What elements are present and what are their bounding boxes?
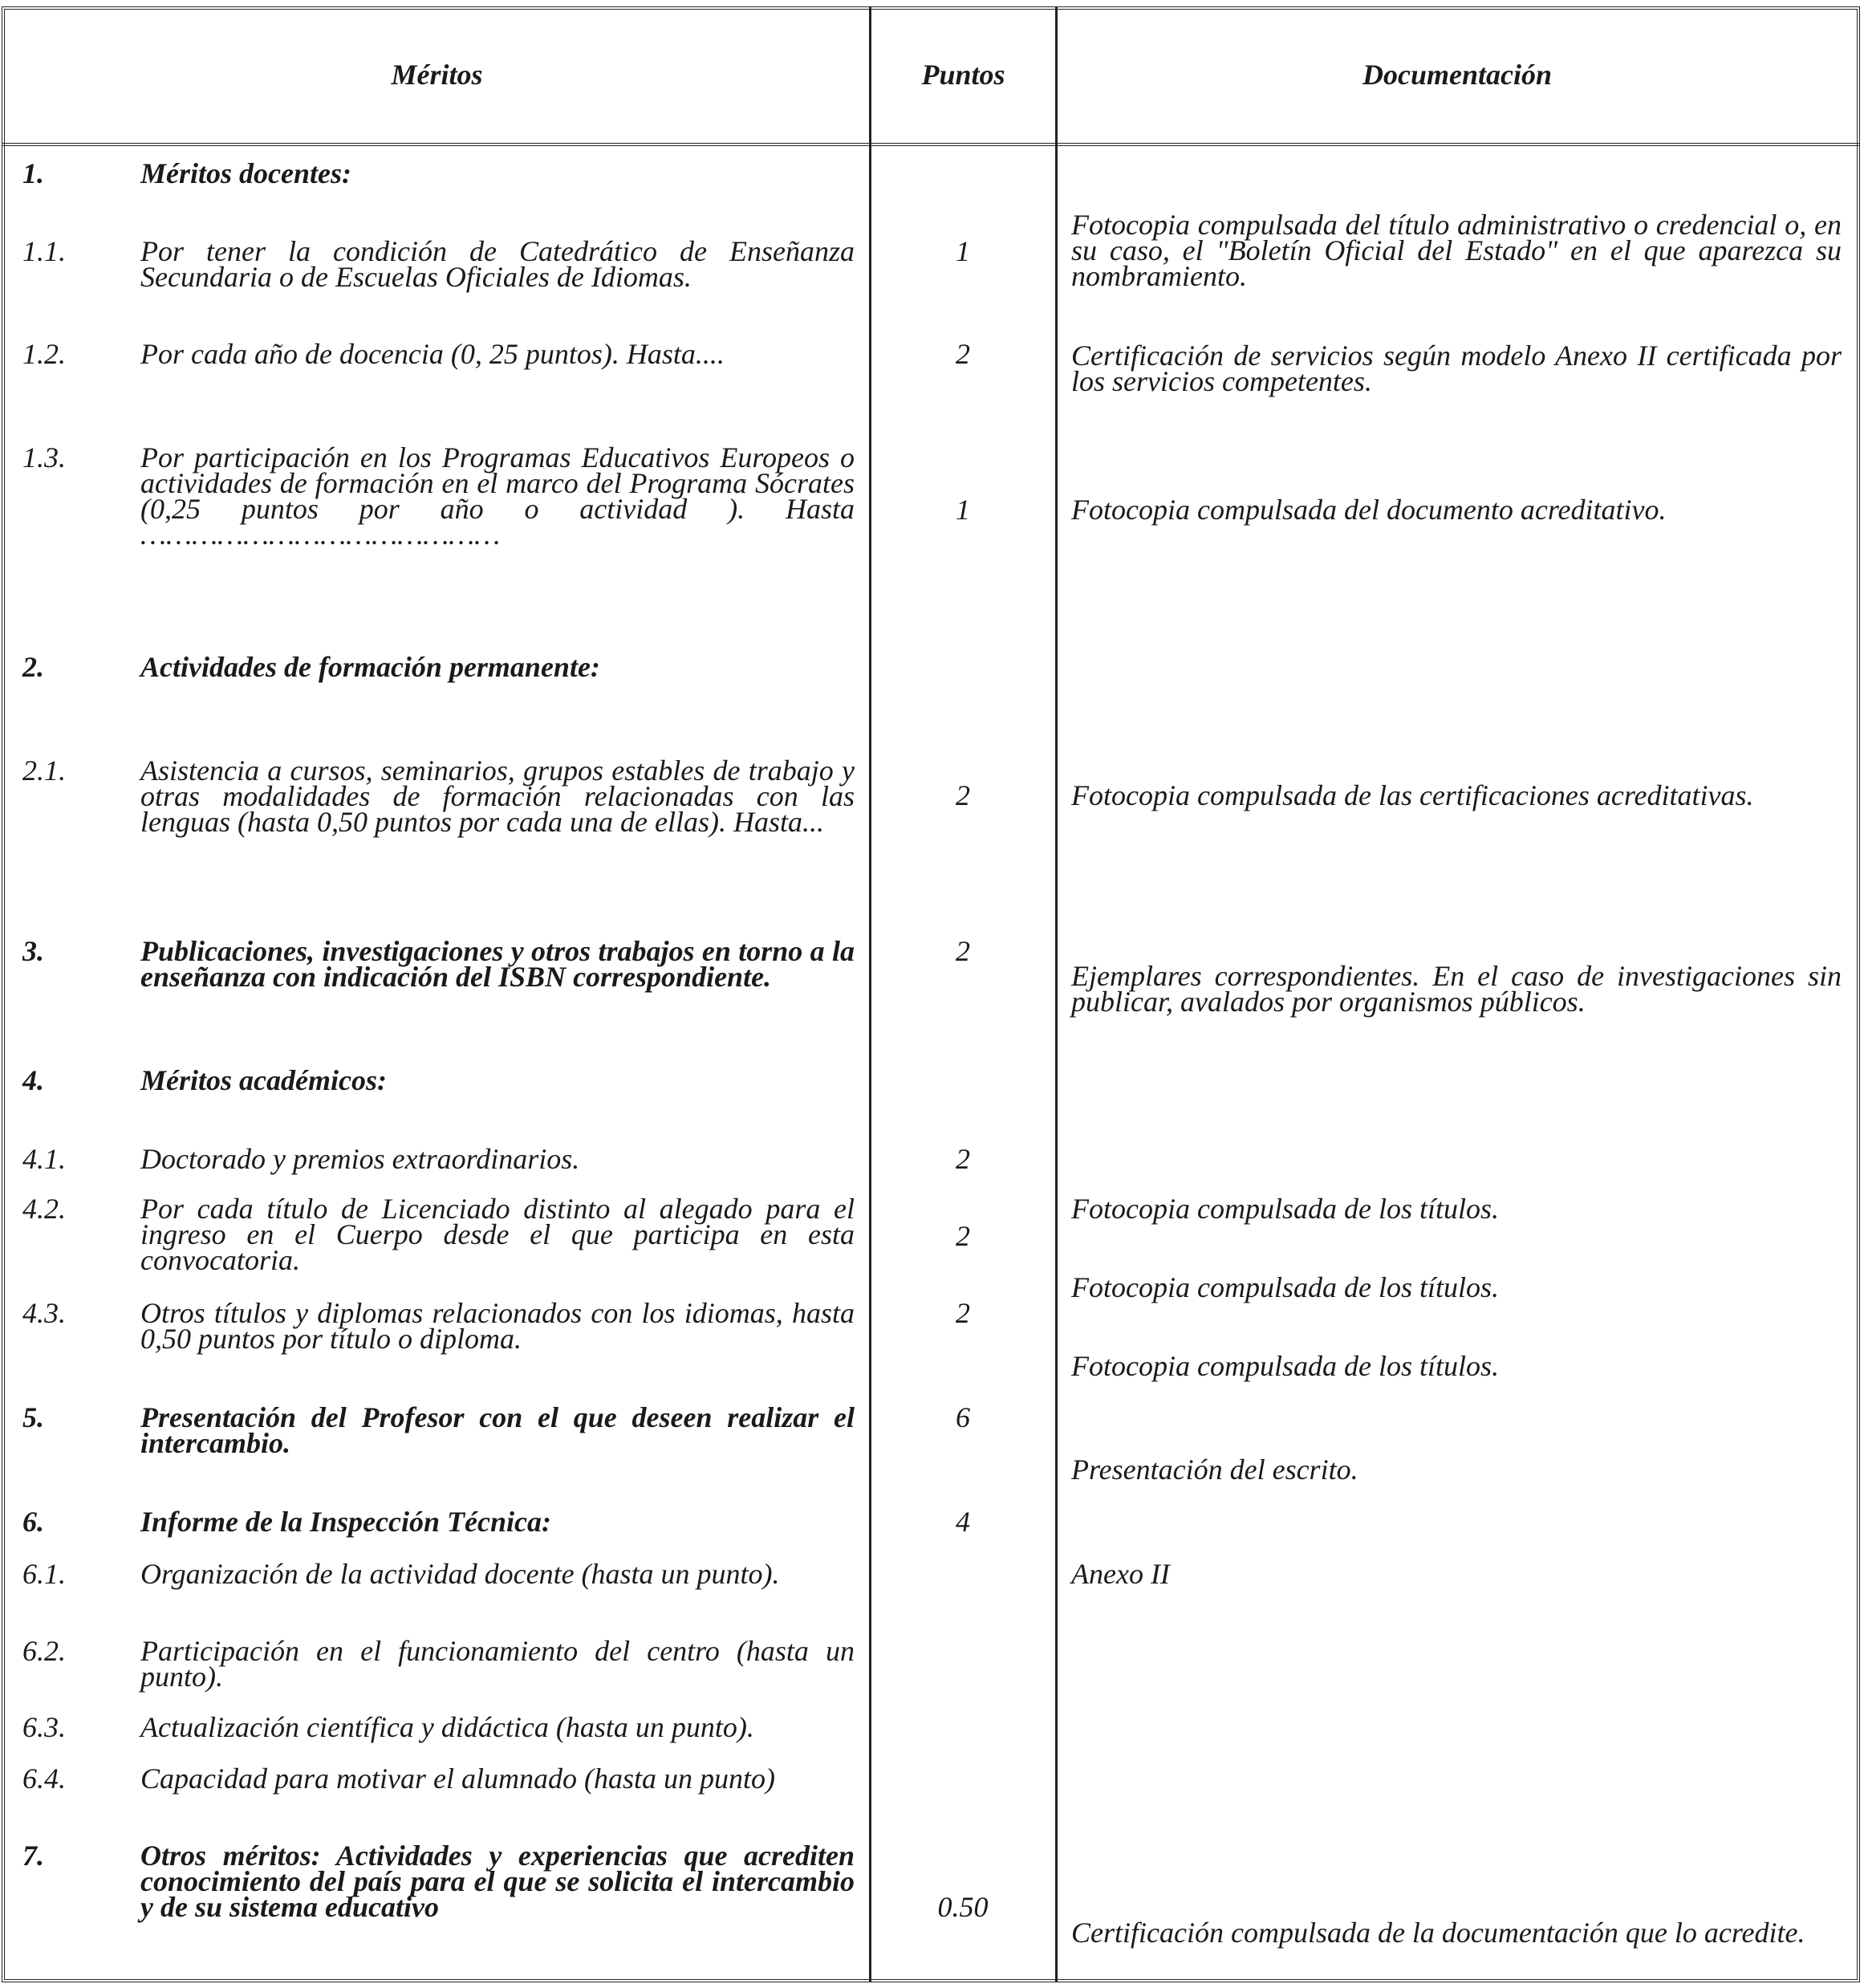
section-title: Presentación del Profesor con el que deseen realizar el intercambio. <box>140 1401 855 1459</box>
points-value: 1 <box>956 494 970 526</box>
points-value: 6 <box>956 1401 970 1433</box>
merit-text: Participación en el funcionamiento del centro (hasta un punto). <box>140 1635 855 1693</box>
points-value: 2 <box>956 1143 970 1175</box>
row-number: 6.1. <box>22 1558 66 1590</box>
section-title: Méritos académicos: <box>140 1064 387 1096</box>
row-number: 1.3. <box>22 441 66 474</box>
row-number: 4. <box>22 1064 44 1096</box>
points-value: 4 <box>956 1506 970 1538</box>
section-title: Actividades de formación permanente: <box>140 651 600 683</box>
documentation-text: Fotocopia compulsada de las certificaciones acreditativas. <box>1071 779 1754 811</box>
row-number: 7. <box>22 1840 44 1872</box>
row-number: 1.1. <box>22 235 66 267</box>
points-value: 1 <box>956 235 970 267</box>
section-title: Méritos docentes: <box>140 157 351 189</box>
merit-text: Por cada título de Licenciado distinto al alegado para el ingreso en el Cuerpo desde el que participa en esta convocatoria. <box>140 1193 855 1276</box>
row-number: 3. <box>22 935 44 967</box>
documentation-text: Certificación compulsada de la documentación que lo acredite. <box>1071 1917 1805 1949</box>
points-value: 2 <box>956 779 970 811</box>
merit-text: Doctorado y premios extraordinarios. <box>140 1143 580 1175</box>
row-number: 4.1. <box>22 1143 66 1175</box>
row-number: 1. <box>22 157 44 189</box>
row-number: 2.1. <box>22 754 66 787</box>
row-number: 4.3. <box>22 1297 66 1329</box>
merit-text: Por tener la condición de Catedrático de Enseñanza Secundaria o de Escuelas Oficiales de Idiomas. <box>140 235 855 293</box>
row-number: 1.2. <box>22 338 66 370</box>
merit-text: Actualización científica y didáctica (hasta un punto). <box>140 1711 754 1743</box>
merit-text: Organización de la actividad docente (hasta un punto). <box>140 1558 780 1590</box>
documentation-text: Fotocopia compulsada de los títulos. <box>1071 1193 1499 1225</box>
header-meritos: Méritos <box>391 59 483 91</box>
documentation-text: Certificación de servicios según modelo Anexo II certificada por los servicios competentes. <box>1071 339 1842 397</box>
merit-text: Por cada año de docencia (0, 25 puntos). Hasta.... <box>140 338 725 370</box>
merit-text: Otros títulos y diplomas relacionados con los idiomas, hasta 0,50 puntos por título o diploma. <box>140 1297 855 1355</box>
documentation-text: Ejemplares correspondientes. En el caso de investigaciones sin publicar, avalados por organismos públicos. <box>1071 960 1842 1018</box>
column-divider-documentacion <box>1055 6 1058 1982</box>
merit-text: Por participación en los Programas Educativos Europeos o actividades de formación en el marco del Programa Sócrates (0,25 puntos por año o actividad ). Hasta …………………………………… <box>140 441 855 551</box>
documentation-text: Fotocopia compulsada de los títulos. <box>1071 1271 1499 1303</box>
documentation-text: Fotocopia compulsada de los títulos. <box>1071 1350 1499 1382</box>
header-documentacion: Documentación <box>1362 59 1552 91</box>
row-number: 5. <box>22 1401 44 1433</box>
row-number: 6.3. <box>22 1711 66 1743</box>
column-divider-puntos <box>869 6 871 1982</box>
row-number: 6. <box>22 1506 44 1538</box>
row-number: 4.2. <box>22 1193 66 1225</box>
points-value: 0.50 <box>937 1891 989 1923</box>
merit-text: Capacidad para motivar el alumnado (hasta un punto) <box>140 1762 775 1795</box>
points-value: 2 <box>956 935 970 967</box>
documentation-text: Fotocopia compulsada del título administrativo o credencial o, en su caso, el "Boletín Oficial del Estado" en el que aparezca su nombramiento. <box>1071 209 1842 292</box>
section-title: Otros méritos: Actividades y experiencias que acrediten conocimiento del país para el que se solicita el intercambio y de su sistema educativo <box>140 1840 855 1923</box>
row-number: 6.4. <box>22 1762 66 1795</box>
header-divider <box>2 143 1860 146</box>
documentation-text: Fotocopia compulsada del documento acreditativo. <box>1071 494 1667 526</box>
points-value: 2 <box>956 1220 970 1252</box>
documentation-text: Presentación del escrito. <box>1071 1453 1358 1486</box>
row-number: 2. <box>22 651 44 683</box>
section-title: Publicaciones, investigaciones y otros trabajos en torno a la enseñanza con indicación del ISBN correspondiente. <box>140 935 855 993</box>
header-puntos: Puntos <box>921 59 1005 91</box>
points-value: 2 <box>956 1297 970 1329</box>
documentation-text: Anexo II <box>1071 1558 1170 1590</box>
merit-text: Asistencia a cursos, seminarios, grupos estables de trabajo y otras modalidades de formación relacionadas con las lenguas (hasta 0,50 puntos por cada una de ellas). Hasta... <box>140 754 855 838</box>
section-title: Informe de la Inspección Técnica: <box>140 1506 551 1538</box>
points-value: 2 <box>956 338 970 370</box>
row-number: 6.2. <box>22 1635 66 1667</box>
